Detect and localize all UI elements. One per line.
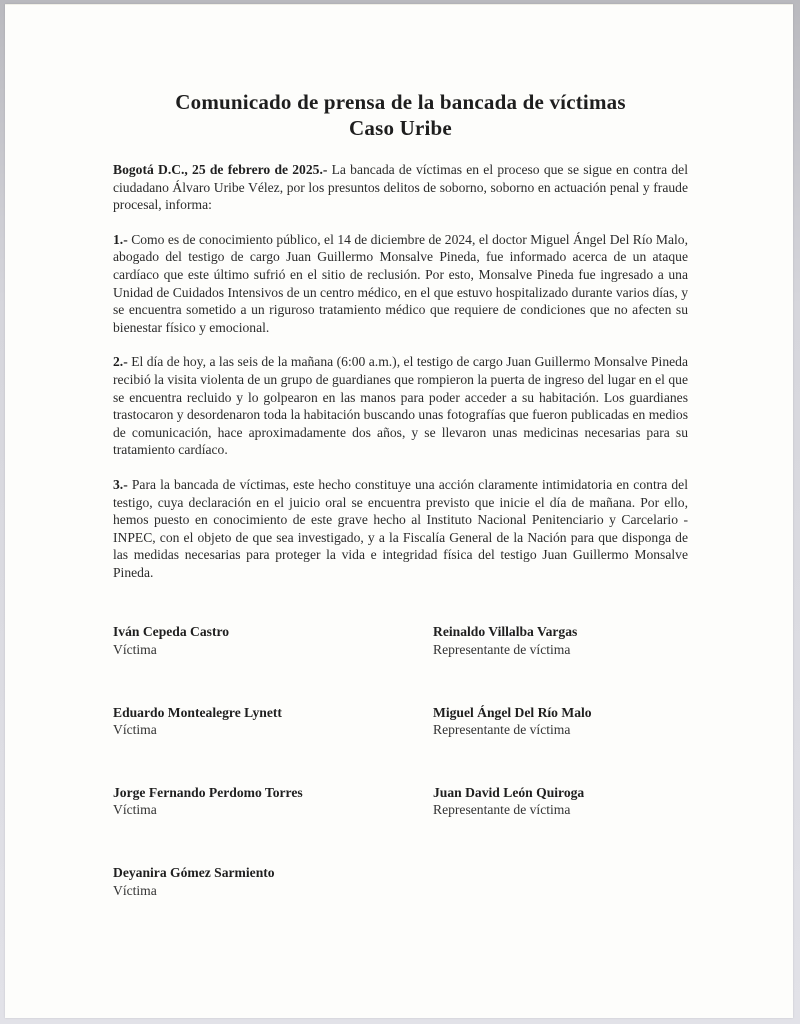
paragraph-1-number: 1.- (113, 231, 128, 247)
signatory-role: Representante de víctima (433, 802, 571, 818)
paragraph-2 (113, 353, 688, 459)
signatory-role: Víctima (113, 802, 157, 818)
signatory-deyanira-gomez-sarmiento (113, 864, 433, 899)
document-title (113, 89, 688, 141)
document-page (5, 4, 793, 1018)
signatory-name: Iván Cepeda Castro (113, 624, 230, 640)
paragraph-1-text: Como es de conocimiento público, el 14 de diciembre de 2024, el doctor Miguel Ángel Del Río Malo, abogado del testigo de cargo Juan Guillermo Monsalve Pineda, fue informado acerca de un ataque cardíaco que este último sufrió en el sitio de reclusión. Por esto, Monsalve Pineda fue ingresado a una Unidad de Cuidados Intensivos de un centro médico, en el que estuvo hospitalizado durante varios días, y se encuentra sometido a un riguroso tratamiento médico que requiere de condiciones que no afecten su bienestar físico y emocional. (113, 231, 688, 335)
dateline: Bogotá D.C., 25 de febrero de 2025.- (113, 162, 328, 177)
signatory-role: Víctima (113, 882, 157, 898)
signatory-juan-david-leon-quiroga (433, 784, 688, 819)
intro-text: La bancada de víctimas en el proceso que se sigue en contra del ciudadano Álvaro Uribe Vélez, por los presuntos delitos de soborno, soborno en actuación penal y fraude procesal, informa: (113, 162, 688, 213)
signatory-name: Eduardo Montealegre Lynett (113, 704, 282, 720)
signatory-miguel-angel-del-rio-malo (433, 704, 688, 739)
paragraph-2-text: El día de hoy, a las seis de la mañana (6:00 a.m.), el testigo de cargo Juan Guillermo Monsalve Pineda recibió la visita violenta de un grupo de guardianes que rompieron la puerta de ingreso del lugar en el que se encuentra recluido y lo golpearon en las manos para poder acceder a su habitación. Los guardianes trastocaron y desordenaron toda la habitación buscando unas fotografías que fueron publicadas en medios de comunicación, hace aproximadamente dos años, y se llevaron unas medicinas necesarias para su tratamiento cardíaco. (113, 354, 688, 458)
paragraph-3-text: Para la bancada de víctimas, este hecho constituye una acción claramente intimidatoria en contra del testigo, cuya declaración en el juicio oral se encuentra previsto que inicie el día de mañana. Por ello, hemos puesto en conocimiento de este grave hecho al Instituto Nacional Penitenciario y Carcelario - INPEC, con el objeto de que sea investigado, y a la Fiscalía General de la Nación para que disponga de las medidas necesarias para proteger la vida e integridad física del testigo Juan Guillermo Monsalve Pineda. (113, 476, 688, 580)
document-title-line2: Caso Uribe (349, 116, 452, 140)
signatory-name: Miguel Ángel Del Río Malo (433, 704, 592, 720)
document-title-line1: Comunicado de prensa de la bancada de víctimas (175, 90, 626, 114)
signatory-role: Víctima (113, 642, 157, 658)
paragraph-3-number: 3.- (113, 476, 128, 492)
signatory-role: Representante de víctima (433, 642, 571, 658)
paragraph-1 (113, 231, 688, 337)
signatory-jorge-fernando-perdomo-torres (113, 784, 433, 819)
signatory-eduardo-montealegre-lynett (113, 704, 433, 739)
signatory-reinaldo-villalba-vargas (433, 623, 688, 658)
paragraph-2-number: 2.- (113, 354, 128, 370)
signatory-name: Juan David León Quiroga (433, 784, 585, 800)
signatory-empty-cell (433, 864, 688, 899)
document-content (5, 5, 793, 899)
signature-block (113, 623, 688, 899)
signatory-role: Representante de víctima (433, 722, 571, 738)
signatory-name: Reinaldo Villalba Vargas (433, 624, 578, 640)
intro-paragraph (113, 161, 688, 214)
signatory-role: Víctima (113, 722, 157, 738)
signatory-name: Deyanira Gómez Sarmiento (113, 865, 275, 881)
signatory-name: Jorge Fernando Perdomo Torres (113, 784, 303, 800)
paragraph-3 (113, 476, 688, 582)
signatory-ivan-cepeda-castro (113, 623, 433, 658)
